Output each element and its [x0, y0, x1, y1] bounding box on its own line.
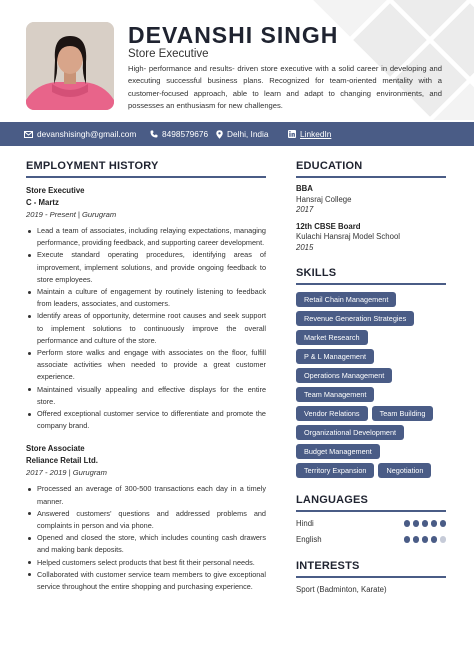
linkedin-link[interactable]: LinkedIn	[300, 129, 332, 139]
skill-tag: Territory Expansion	[296, 463, 374, 478]
list-item: Lead a team of associates, including relaying expectations, managing performance, providing feedback, and supporting career development.	[26, 225, 266, 249]
level-dot-filled	[404, 520, 411, 527]
contact-phone[interactable]	[150, 122, 208, 146]
job-entry	[26, 444, 266, 593]
contact-linkedin[interactable]	[288, 122, 331, 146]
contact-location	[216, 122, 269, 146]
level-dot-filled	[413, 536, 420, 543]
candidate-name: DEVANSHI SINGH	[128, 22, 339, 48]
language-level-dots	[404, 520, 447, 527]
job-title: Store Associate	[26, 444, 85, 454]
skills-heading: SKILLS	[296, 267, 446, 285]
list-item: Identify areas of opportunity, determine root causes and seek support to implement solutions to continuously improve the overall performance and culture of the store.	[26, 310, 266, 347]
right-column	[296, 160, 446, 594]
map-pin-icon	[216, 130, 223, 139]
skill-tag: Negotiation	[378, 463, 431, 478]
level-dot-filled	[422, 520, 429, 527]
language-entry	[296, 535, 446, 544]
skill-tag: Operations Management	[296, 368, 392, 383]
job-company: C - Martz	[26, 198, 59, 207]
level-dot-filled	[431, 536, 438, 543]
skill-tag: Market Research	[296, 330, 368, 345]
level-dot-filled	[404, 536, 411, 543]
list-item: Answered customers' questions and addressed problems and complaints in person and via phone.	[26, 508, 266, 532]
skill-tag: Team Management	[296, 387, 374, 402]
edu-school: Hansraj College	[296, 194, 352, 204]
skills-list	[296, 292, 446, 478]
job-date: 2017 - 2019 | Gurugram	[26, 468, 107, 478]
skill-tag: Vendor Relations	[296, 406, 368, 421]
phone-icon	[150, 130, 158, 138]
edu-school: Kulachi Hansraj Model School	[296, 232, 401, 241]
language-level-dots	[404, 536, 447, 543]
list-item: Collaborated with customer service team members to give exceptional service throughout the entire shopping and purchasing experience.	[26, 569, 266, 593]
contact-bar	[0, 122, 474, 146]
list-item: Opened and closed the store, which includes counting cash drawers and making bank deposits.	[26, 532, 266, 556]
profile-summary: High- performance and results- driven store executive with a solid career in developing and executing successful business plans. Recognized for team-oriented mentality with a customer-focused approach, able to learn and adapt to changing environments, and possesses an enthusiasm for new challenges.	[128, 64, 442, 111]
list-item: Maintain a culture of engagement by routinely listening to feedback from leaders, associates, and customers.	[26, 286, 266, 310]
contact-email[interactable]	[24, 122, 136, 146]
language-name: English	[296, 535, 322, 544]
education-entry	[296, 222, 446, 254]
education-entry	[296, 184, 446, 216]
language-entry	[296, 519, 446, 528]
level-dot-empty	[440, 536, 447, 543]
edu-degree: 12th CBSE Board	[296, 221, 361, 231]
envelope-icon	[24, 131, 33, 138]
skill-tag: P & L Management	[296, 349, 374, 364]
skill-tag: Retail Chain Management	[296, 292, 396, 307]
resume-header	[0, 0, 474, 120]
skill-tag: Budget Management	[296, 444, 380, 459]
employment-heading: EMPLOYMENT HISTORY	[26, 160, 266, 178]
job-company: Reliance Retail Ltd.	[26, 456, 98, 466]
language-name: Hindi	[296, 519, 314, 528]
level-dot-filled	[431, 520, 438, 527]
list-item: Maintained visually appealing and effective displays for the entire store.	[26, 384, 266, 408]
job-title: Store Executive	[26, 186, 85, 195]
list-item: Helped customers select products that best fit their personal needs.	[26, 557, 266, 569]
level-dot-filled	[422, 536, 429, 543]
skill-tag: Organizational Development	[296, 425, 404, 440]
job-date: 2019 - Present | Gurugram	[26, 210, 117, 219]
phone-text: 8498579676	[162, 129, 209, 139]
job-bullets	[26, 483, 266, 593]
left-column	[26, 160, 266, 593]
location-text: Delhi, India	[227, 129, 269, 139]
education-heading: EDUCATION	[296, 160, 446, 178]
candidate-title: Store Executive	[128, 48, 209, 60]
profile-photo	[26, 22, 114, 110]
skill-tag: Team Building	[372, 406, 434, 421]
interests-text: Sport (Badminton, Karate)	[296, 585, 387, 594]
level-dot-filled	[440, 520, 447, 527]
list-item: Offered exceptional customer service to differentiate and promote the company brand.	[26, 408, 266, 432]
edu-year: 2015	[296, 242, 314, 252]
job-bullets	[26, 225, 266, 432]
skill-tag: Revenue Generation Strategies	[296, 311, 414, 326]
interests-heading: INTERESTS	[296, 560, 446, 578]
list-item: Processed an average of 300-500 transactions each day in a timely manner.	[26, 483, 266, 507]
level-dot-filled	[413, 520, 420, 527]
linkedin-icon	[288, 130, 296, 138]
email-text: devanshisingh@gmail.com	[37, 129, 137, 139]
edu-degree: BBA	[296, 184, 313, 193]
job-entry	[26, 186, 266, 432]
languages-heading: LANGUAGES	[296, 494, 446, 512]
edu-year: 2017	[296, 205, 314, 214]
list-item: Execute standard operating procedures, identifying areas of improvement, implement solutions, and provide ongoing feedback to store employees.	[26, 249, 266, 286]
list-item: Perform store walks and engage with associates on the floor, fulfill associate activities when needed to provide a great customer experience.	[26, 347, 266, 384]
